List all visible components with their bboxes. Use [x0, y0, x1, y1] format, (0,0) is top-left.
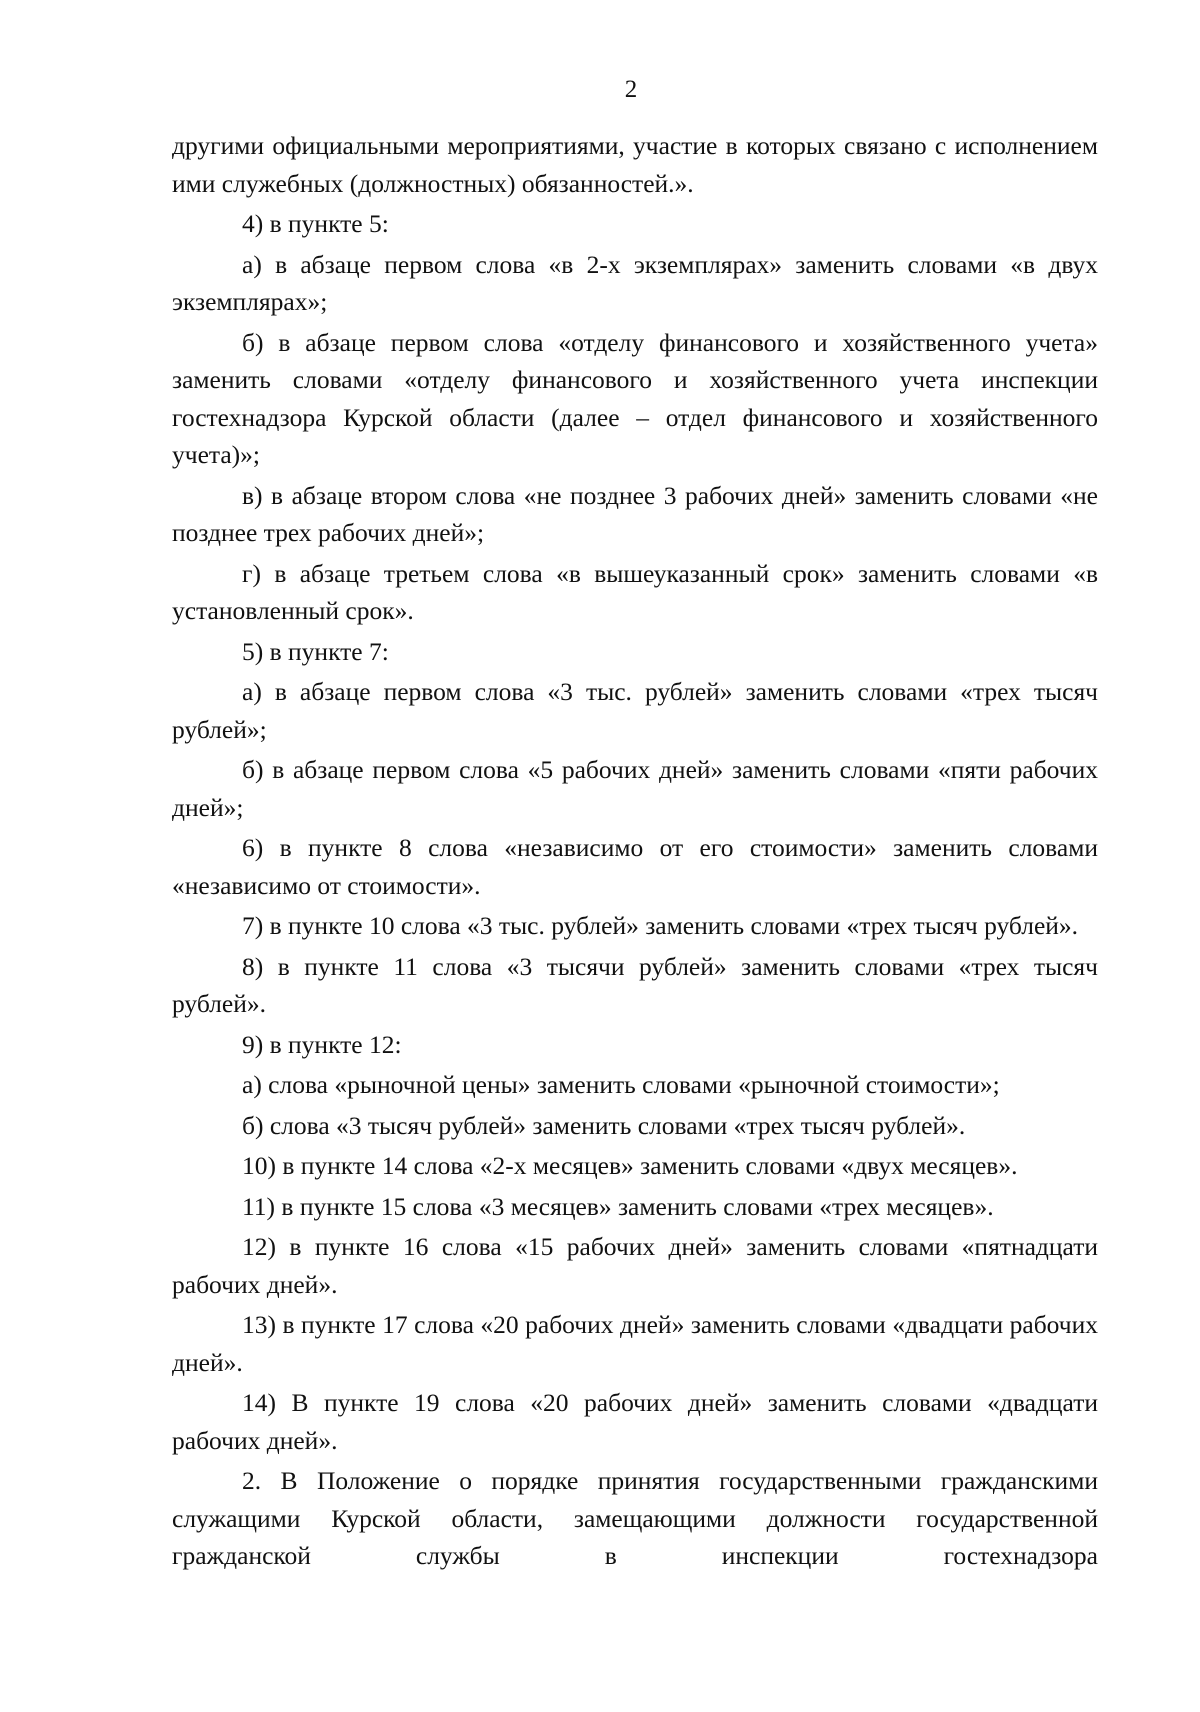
- paragraph: а) слова «рыночной цены» заменить словами «рыночной стоимости»;: [242, 1070, 1000, 1099]
- paragraph: а) в абзаце первом слова «в 2-х экземплярах» заменить словами «в двух экземплярах»;: [172, 249, 1098, 316]
- paragraph: 12) в пункте 16 слова «15 рабочих дней» заменить словами «пятнадцати рабочих дней».: [172, 1232, 1098, 1299]
- paragraph: 11) в пункте 15 слова «3 месяцев» заменить словами «трех месяцев».: [242, 1191, 994, 1221]
- paragraph: 4) в пункте 5:: [242, 209, 389, 238]
- paragraph: в) в абзаце втором слова «не позднее 3 рабочих дней» заменить словами «не позднее трех рабочих дней»;: [172, 480, 1098, 547]
- paragraph: г) в абзаце третьем слова «в вышеуказанный срок» заменить словами «в установленный срок».: [172, 558, 1098, 625]
- paragraph: другими официальными мероприятиями, участие в которых связано с исполнением ими служебных (должностных) обязанностей.».: [172, 131, 1098, 198]
- paragraph: 6) в пункте 8 слова «независимо от его стоимости» заменить словами «независимо от стоимости».: [172, 833, 1098, 900]
- paragraph: 13) в пункте 17 слова «20 рабочих дней» заменить словами «двадцати рабочих дней».: [172, 1310, 1098, 1377]
- paragraph: 9) в пункте 12:: [242, 1029, 402, 1059]
- paragraph: а) в абзаце первом слова «3 тыс. рублей» заменить словами «трех тысяч рублей»;: [172, 677, 1098, 744]
- paragraph: б) слова «3 тысяч рублей» заменить словами «трех тысяч рублей».: [242, 1110, 966, 1140]
- paragraph: 2. В Положение о порядке принятия государственными гражданскими служащими Курской области, замещающими должности государственной гражданской службы в инспекции гостехнадзора: [172, 1466, 1098, 1570]
- paragraph: 8) в пункте 11 слова «3 тысячи рублей» заменить словами «трех тысяч рублей».: [172, 951, 1098, 1018]
- paragraph: б) в абзаце первом слова «отделу финансового и хозяйственного учета» заменить словами «отделу финансового и хозяйственного учета инспекции гостехнадзора Курской области (далее – отдел финансового и хозяйственного учета)»;: [172, 327, 1098, 469]
- paragraph: 10) в пункте 14 слова «2-х месяцев» заменить словами «двух месяцев».: [242, 1151, 1018, 1180]
- paragraph: 14) В пункте 19 слова «20 рабочих дней» заменить словами «двадцати рабочих дней».: [172, 1388, 1098, 1455]
- paragraph: 7) в пункте 10 слова «3 тыс. рублей» заменить словами «трех тысяч рублей».: [242, 911, 1079, 940]
- document-body: [172, 127, 1098, 1578]
- paragraph: б) в абзаце первом слова «5 рабочих дней» заменить словами «пяти рабочих дней»;: [172, 755, 1098, 822]
- paragraph: 5) в пункте 7:: [242, 636, 389, 666]
- page-number: 2: [624, 76, 638, 103]
